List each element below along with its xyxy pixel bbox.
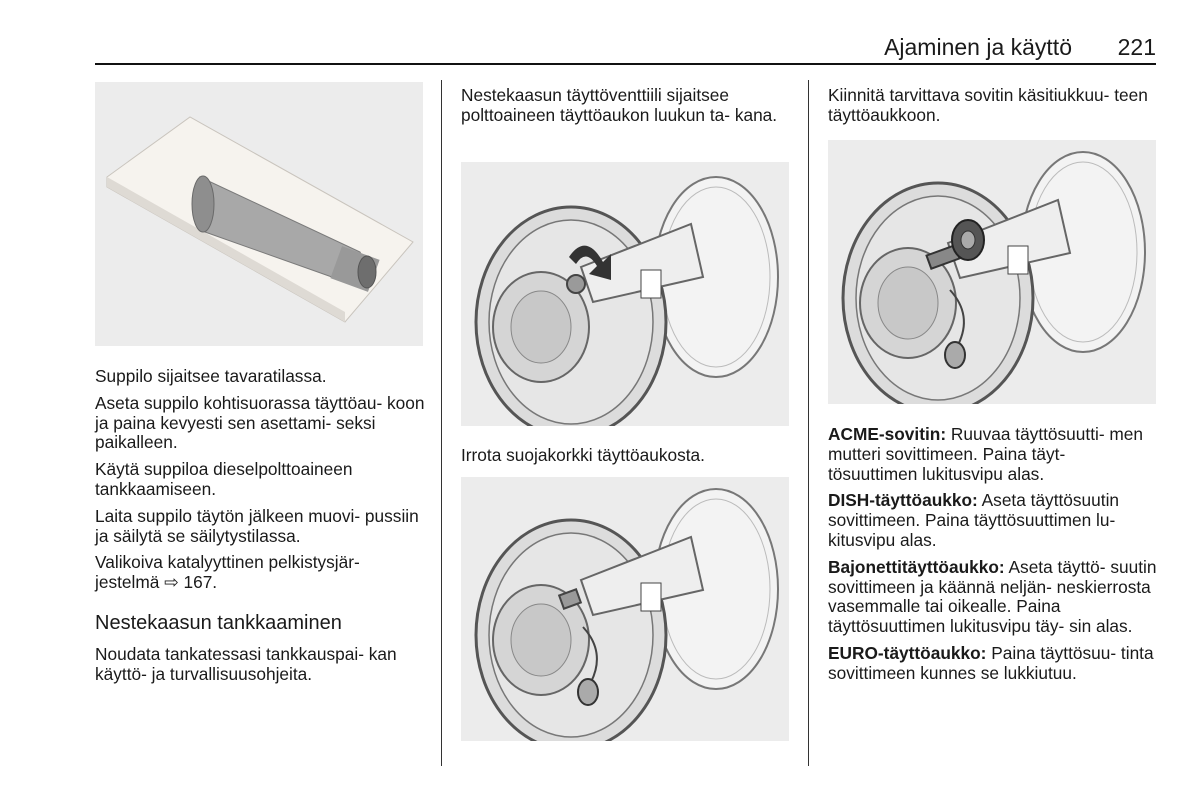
acme-text: Ruuvaa täyttösuutti- men mutteri sovittimeen. Paina täyt- tösuuttimen lukitusvipu alas.	[828, 424, 1144, 484]
column-1	[95, 367, 425, 692]
bayonet-label: Bajonettitäyttöaukko:	[828, 556, 1005, 577]
euro-label: EURO-täyttöaukko:	[828, 642, 987, 663]
paragraph-scr-reference	[95, 553, 425, 593]
paragraph-acme	[828, 425, 1158, 484]
paragraph-funnel-insert: Aseta suppilo kohtisuorassa täyttöau- koon ja paina kevyesti sen asettami- seksi paikalleen.	[95, 392, 425, 453]
acme-label: ACME-sovitin:	[828, 424, 947, 444]
lpg-refuelling-heading: Nestekaasun tankkaaminen	[95, 611, 342, 634]
adapter-attached-illustration-icon	[828, 140, 1156, 404]
column-3-top	[828, 86, 1158, 133]
column-divider-1	[441, 80, 442, 766]
column-3-bottom	[828, 425, 1158, 691]
paragraph-lpg-safety: Noudata tankatessasi tankkauspai- kan käyttö- ja turvallisuusohjeita.	[95, 643, 397, 684]
page-number: 221	[1117, 34, 1156, 60]
paragraph-euro	[828, 644, 1158, 684]
page-reference-icon: ⇨	[164, 572, 179, 593]
dish-label: DISH-täyttöaukko:	[828, 490, 978, 511]
paragraph-funnel-storage: Laita suppilo täytön jälkeen muovi- pussiin ja säilytä se säilytystilassa.	[95, 505, 419, 546]
paragraph-valve-location: Nestekaasun täyttöventtiili sijaitsee polttoaineen täyttöaukon luukun ta- kana.	[461, 85, 778, 125]
column-2-top	[461, 86, 791, 133]
fuel-cap-removed-illustration-icon	[461, 477, 789, 741]
page-reference[interactable]: 167.	[183, 572, 218, 593]
adapter-figure	[828, 140, 1156, 404]
paragraph-dish	[828, 491, 1158, 550]
flap-open-figure	[461, 162, 789, 426]
funnel-figure	[95, 82, 423, 346]
paragraph-attach-adapter: Kiinnitä tarvittava sovitin käsitiukkuu- teen täyttöaukkoon.	[828, 85, 1148, 125]
bayonet-text: Aseta täyttö- suutin sovittimeen ja käännä neljän- neskierrosta vasemmalle tai oikealle. Paina täyttösuuttimen lukitusvipu täy- sin alas.	[828, 556, 1157, 637]
paragraph-funnel-diesel: Käytä suppiloa dieselpolttoaineen tankkaamiseen.	[95, 459, 353, 499]
paragraph-remove-cap: Irrota suojakorkki täyttöaukosta.	[461, 445, 705, 465]
column-2-middle	[461, 446, 791, 473]
fuel-flap-open-illustration-icon	[461, 162, 789, 426]
cap-removed-figure	[461, 477, 789, 741]
euro-text: Paina täyttösuu- tinta sovittimeen kunnes se lukkiutuu.	[828, 642, 1154, 683]
paragraph-funnel-location: Suppilo sijaitsee tavaratilassa.	[95, 366, 327, 386]
scr-text: Valikoiva katalyyttinen pelkistysjär- jestelmä	[95, 552, 360, 593]
header-rule	[95, 63, 1156, 65]
dish-text: Aseta täyttösuutin sovittimeen. Paina täyttösuuttimen lu- kitusvipu alas.	[828, 490, 1120, 550]
funnel-illustration-icon	[95, 82, 423, 346]
column-divider-2	[808, 80, 809, 766]
section-title: Ajaminen ja käyttö	[884, 34, 1072, 60]
page-header	[95, 34, 1156, 64]
paragraph-bayonet	[828, 558, 1158, 637]
